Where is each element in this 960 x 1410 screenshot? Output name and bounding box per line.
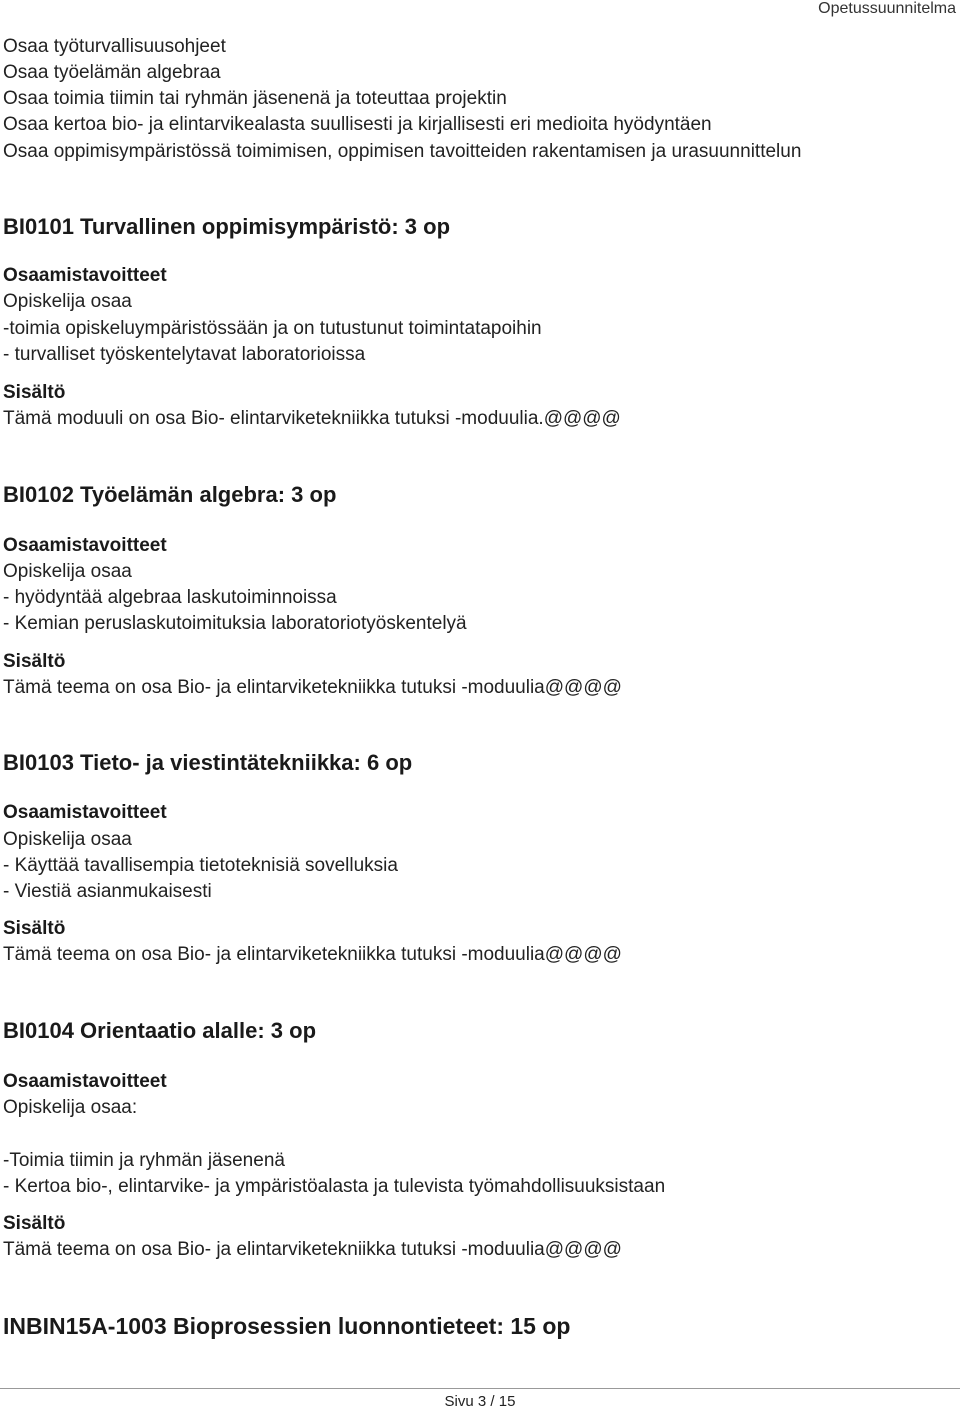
intro-line: Osaa oppimisympäristössä toimimisen, oppimisen tavoitteiden rakentamisen ja urasuunnittelun [3, 141, 802, 162]
goal-item: -Toimia tiimin ja ryhmän jäsenenä [3, 1150, 285, 1171]
content-label: Sisältö [3, 1213, 66, 1234]
document-title-header: Opetussuunnitelma [818, 0, 956, 17]
footer-divider [0, 1388, 960, 1389]
section-title: BI0103 Tieto- ja viestintätekniikka: 6 op [3, 750, 413, 775]
student-label: Opiskelija osaa [3, 829, 132, 850]
goals-label: Osaamistavoitteet [3, 1071, 167, 1092]
intro-line: Osaa työturvallisuusohjeet [3, 36, 226, 57]
page-number: Sivu 3 / 15 [444, 1393, 516, 1410]
student-label: Opiskelija osaa [3, 561, 132, 582]
content-text: Tämä teema on osa Bio- ja elintarviketekniikka tutuksi -moduulia@@@@ [3, 944, 622, 965]
intro-line: Osaa toimia tiimin tai ryhmän jäsenenä ja toteuttaa projektin [3, 88, 507, 109]
content-text: Tämä teema on osa Bio- ja elintarviketekniikka tutuksi -moduulia@@@@ [3, 677, 622, 698]
content-label: Sisältö [3, 918, 66, 939]
student-label: Opiskelija osaa [3, 291, 132, 312]
goal-item: - turvalliset työskentelytavat laboratorioissa [3, 344, 366, 365]
goal-item: - hyödyntää algebraa laskutoiminnoissa [3, 587, 337, 608]
goal-item: - Viestiä asianmukaisesti [3, 881, 212, 902]
intro-line: Osaa työelämän algebraa [3, 62, 221, 83]
section-title: BI0104 Orientaatio alalle: 3 op [3, 1018, 317, 1043]
content-label: Sisältö [3, 382, 66, 403]
goal-item: - Kemian peruslaskutoimituksia laboratoriotyöskentelyä [3, 613, 467, 634]
intro-line: Osaa kertoa bio- ja elintarvikealasta suullisesti ja kirjallisesti eri medioita hyödyntäen [3, 114, 712, 135]
section-title: BI0102 Työelämän algebra: 3 op [3, 482, 337, 507]
content-text: Tämä moduuli on osa Bio- elintarviketekniikka tutuksi -moduulia.@@@@ [3, 408, 621, 429]
student-label: Opiskelija osaa: [3, 1097, 138, 1118]
goals-label: Osaamistavoitteet [3, 265, 167, 286]
content-label: Sisältö [3, 651, 66, 672]
content-text: Tämä teema on osa Bio- ja elintarviketekniikka tutuksi -moduulia@@@@ [3, 1239, 622, 1260]
goal-item: - Kertoa bio-, elintarvike- ja ympäristöalasta ja tulevista työmahdollisuuksistaan [3, 1176, 666, 1197]
goals-label: Osaamistavoitteet [3, 535, 167, 556]
goal-item: - Käyttää tavallisempia tietoteknisiä sovelluksia [3, 855, 398, 876]
goals-label: Osaamistavoitteet [3, 802, 167, 823]
goal-item: -toimia opiskeluympäristössään ja on tutustunut toimintatapoihin [3, 318, 542, 339]
next-module-title: INBIN15A-1003 Bioprosessien luonnontieteet: 15 op [3, 1313, 571, 1339]
section-title: BI0101 Turvallinen oppimisympäristö: 3 op [3, 214, 451, 239]
